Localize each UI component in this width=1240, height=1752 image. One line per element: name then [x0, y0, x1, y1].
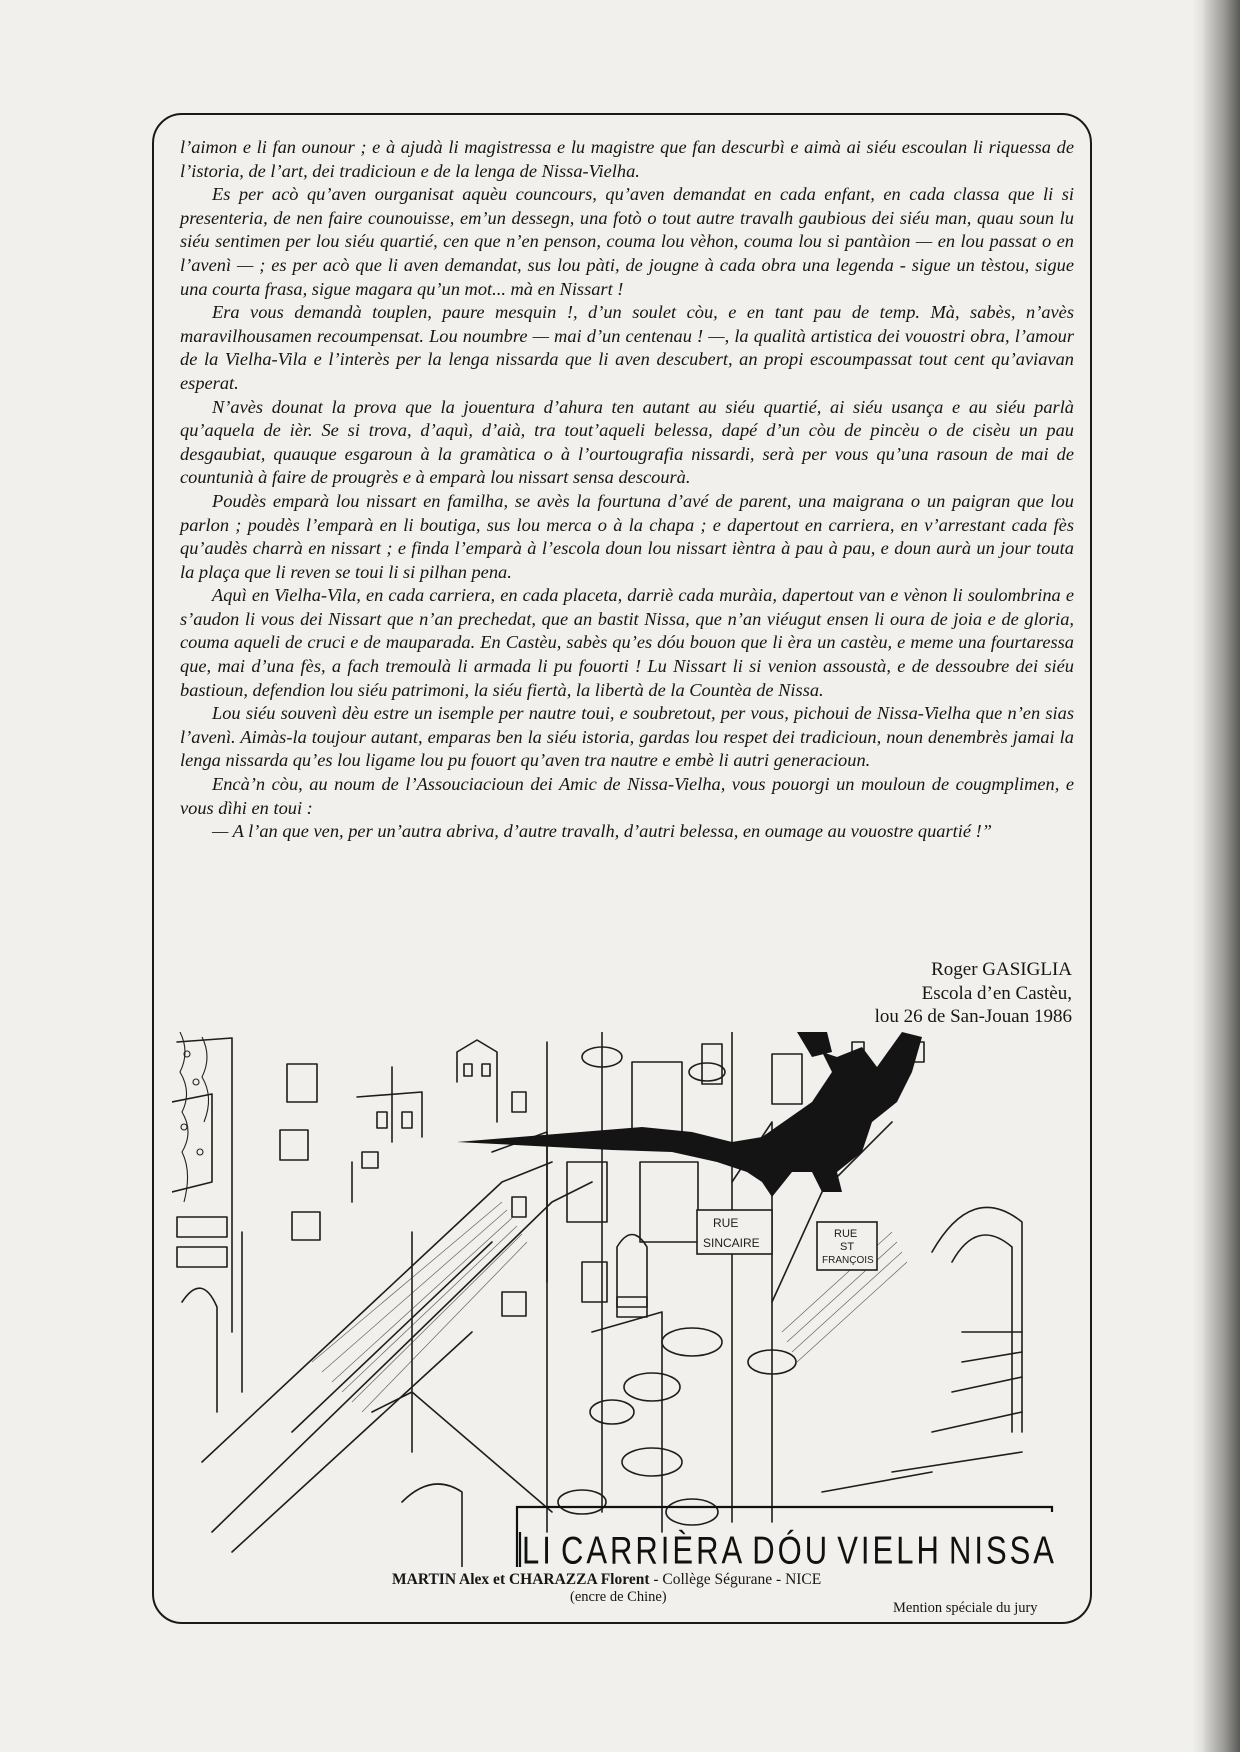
- paragraph: Aquì en Vielha-Vila, en cada carriera, en cada placeta, darriè cada muràia, dapertout van e vènon li soulombrina e s’audon li vous dei Nissart que n’an prechedat, que an bastit Nissa, que n’an viéugut ensen li oura de joia e de gloria, couma aqueli de cruci e de mauparada. En Castèu, sabès qu’es dóu bouon que li èra un castèu, e meme una fourtaressa que, mai d’una fès, a fach tremoulà li armada li pu fouorti ! Lu Nissart li si venion assoustà, e de dessoubre dei siéu bastioun, defendion lou siéu patrimoni, la siéu fiertà, la libertà de la Countèa de Nissa.: [180, 585, 1074, 700]
- jury-mention: Mention spéciale du jury: [893, 1600, 1038, 1616]
- credit-authors: MARTIN Alex et CHARAZZA Florent: [392, 1571, 650, 1588]
- banner-word: DÓU: [752, 1528, 831, 1573]
- signature-block: [875, 958, 1072, 1029]
- paragraph: Era vous demandà touplen, paure mesquin !, d’un soulet còu, e en tant pau de temp. Mà, sabès, n’avès maravilhousamen recoumpensat. Lou noumbre — mai d’un centenau ! —, la qualità artistica dei vouostri obra, l’amour de la Vielha-Vila e l’interès per la lenga nissarda que li aven descubert, an propi escoumpassat tout cent qu’aviavan esperat.: [180, 302, 1074, 393]
- credit-school: - Collège Ségurane - NICE: [649, 1571, 822, 1588]
- credit-medium: (encre de Chine): [570, 1589, 667, 1605]
- paragraph: — A l’an que ven, per un’autra abriva, d’autre travalh, d’autri belessa, en oumage au vouostre quartié !”: [212, 821, 992, 842]
- banner-word: LI: [522, 1528, 554, 1573]
- drawing-title-banner: [522, 1526, 1057, 1576]
- signature-name: Roger GASIGLIA: [931, 959, 1072, 980]
- sign-rue-2: RUE: [834, 1228, 858, 1240]
- page-shadow: [1192, 0, 1204, 1752]
- sign-francois: FRANÇOIS: [822, 1255, 874, 1266]
- banner-word: NISSA: [948, 1528, 1057, 1573]
- sign-st: ST: [840, 1241, 855, 1253]
- street-drawing: [172, 1032, 1072, 1567]
- drawing-credit: [392, 1571, 821, 1589]
- sign-rue-1: RUE: [713, 1216, 739, 1230]
- signature-school: Escola d’en Castèu,: [921, 982, 1072, 1004]
- banner-word: CARRIÈRA: [560, 1528, 746, 1573]
- paragraph: N’avès dounat la prova que la jouentura d’ahura ten autant au siéu quartié, ai siéu usança e au siéu parlà qu’aquela de ièr. Se si trova, d’aquì, d’aià, tra tout’aqueli belessa, dapé d’un còu de pincèu o de cisèu un pau desgaubiat, quauque esgaroun à la gramàtica o à l’ourtougrafia nissardi, serà per vous qu’una rasoun de mai de countunià à faire de prougrès e à emparà lou nissart sensa descourà.: [180, 396, 1074, 488]
- signature-date: lou 26 de San-Jouan 1986: [874, 1006, 1072, 1027]
- page-edge: [1204, 0, 1240, 1752]
- paragraph: Lou siéu souvenì dèu estre un isemple per nautre toui, e soubretout, per vous, pichoui de Nissa-Vielha que n’en sias l’avenì. Aimàs-la toujour autant, emparas ben la siéu istoria, gardas lou respet dei tradicioun, noun denembrès jamai la lenga nissarda qu’es lou ligame lou pu fouort qu’aven tra nautre e embè li autri generacioun.: [180, 703, 1074, 771]
- sign-sincaire: SINCAIRE: [703, 1236, 760, 1250]
- paragraph: Poudès emparà lou nissart en familha, se avès la fourtuna d’avé de parent, una maigrana o un paigran que lou parlon ; poudès l’emparà en li boutiga, sus lou merca o à la chapa ; e dapertout en carriera, en v’arrestant cada fès qu’audès charrà en nissart ; e finda l’emparà à l’escola doun lou nissart ièntra à pau à pau, e doun aurà un jour touta la plaça que li reven se toui li si pilhan pena.: [180, 490, 1074, 582]
- banner-word: VIELH: [837, 1528, 942, 1573]
- paragraph: l’aimon e li fan ounour ; e à ajudà li magistressa e lu magistre que fan descurbì e aimà ai siéu escoulan li riquessa de l’istoria, de l’art, dei tradicioun e de la lenga de Nissa-Vielha.: [180, 137, 1074, 181]
- paragraph: Encà’n còu, au noum de l’Assouciacioun dei Amic de Nissa-Vielha, vous pouorgi un mouloun de cougmplimen, e vous dìhi en toui :: [180, 774, 1074, 818]
- paragraph: Es per acò qu’aven ourganisat aquèu councours, qu’aven demandat en cada enfant, en cada classa que li si presenteria, de nen faire counouisse, em’un dessegn, una fotò o tout autre travalh gaubious dei siéu man, quau soun lu siéu sentimen per lou siéu quartié, cen que n’en penson, couma lou vèhon, couma lou si pantàion — en lou passat o en l’avenì — ; es per acò que li aven demandat, sus lou pàti, de jougne à cada obra una legenda - sigue un tèstou, sigue una courta frasa, sigue magara qu’un mot... mà en Nissart !: [180, 184, 1074, 299]
- letter-body: [180, 136, 1074, 844]
